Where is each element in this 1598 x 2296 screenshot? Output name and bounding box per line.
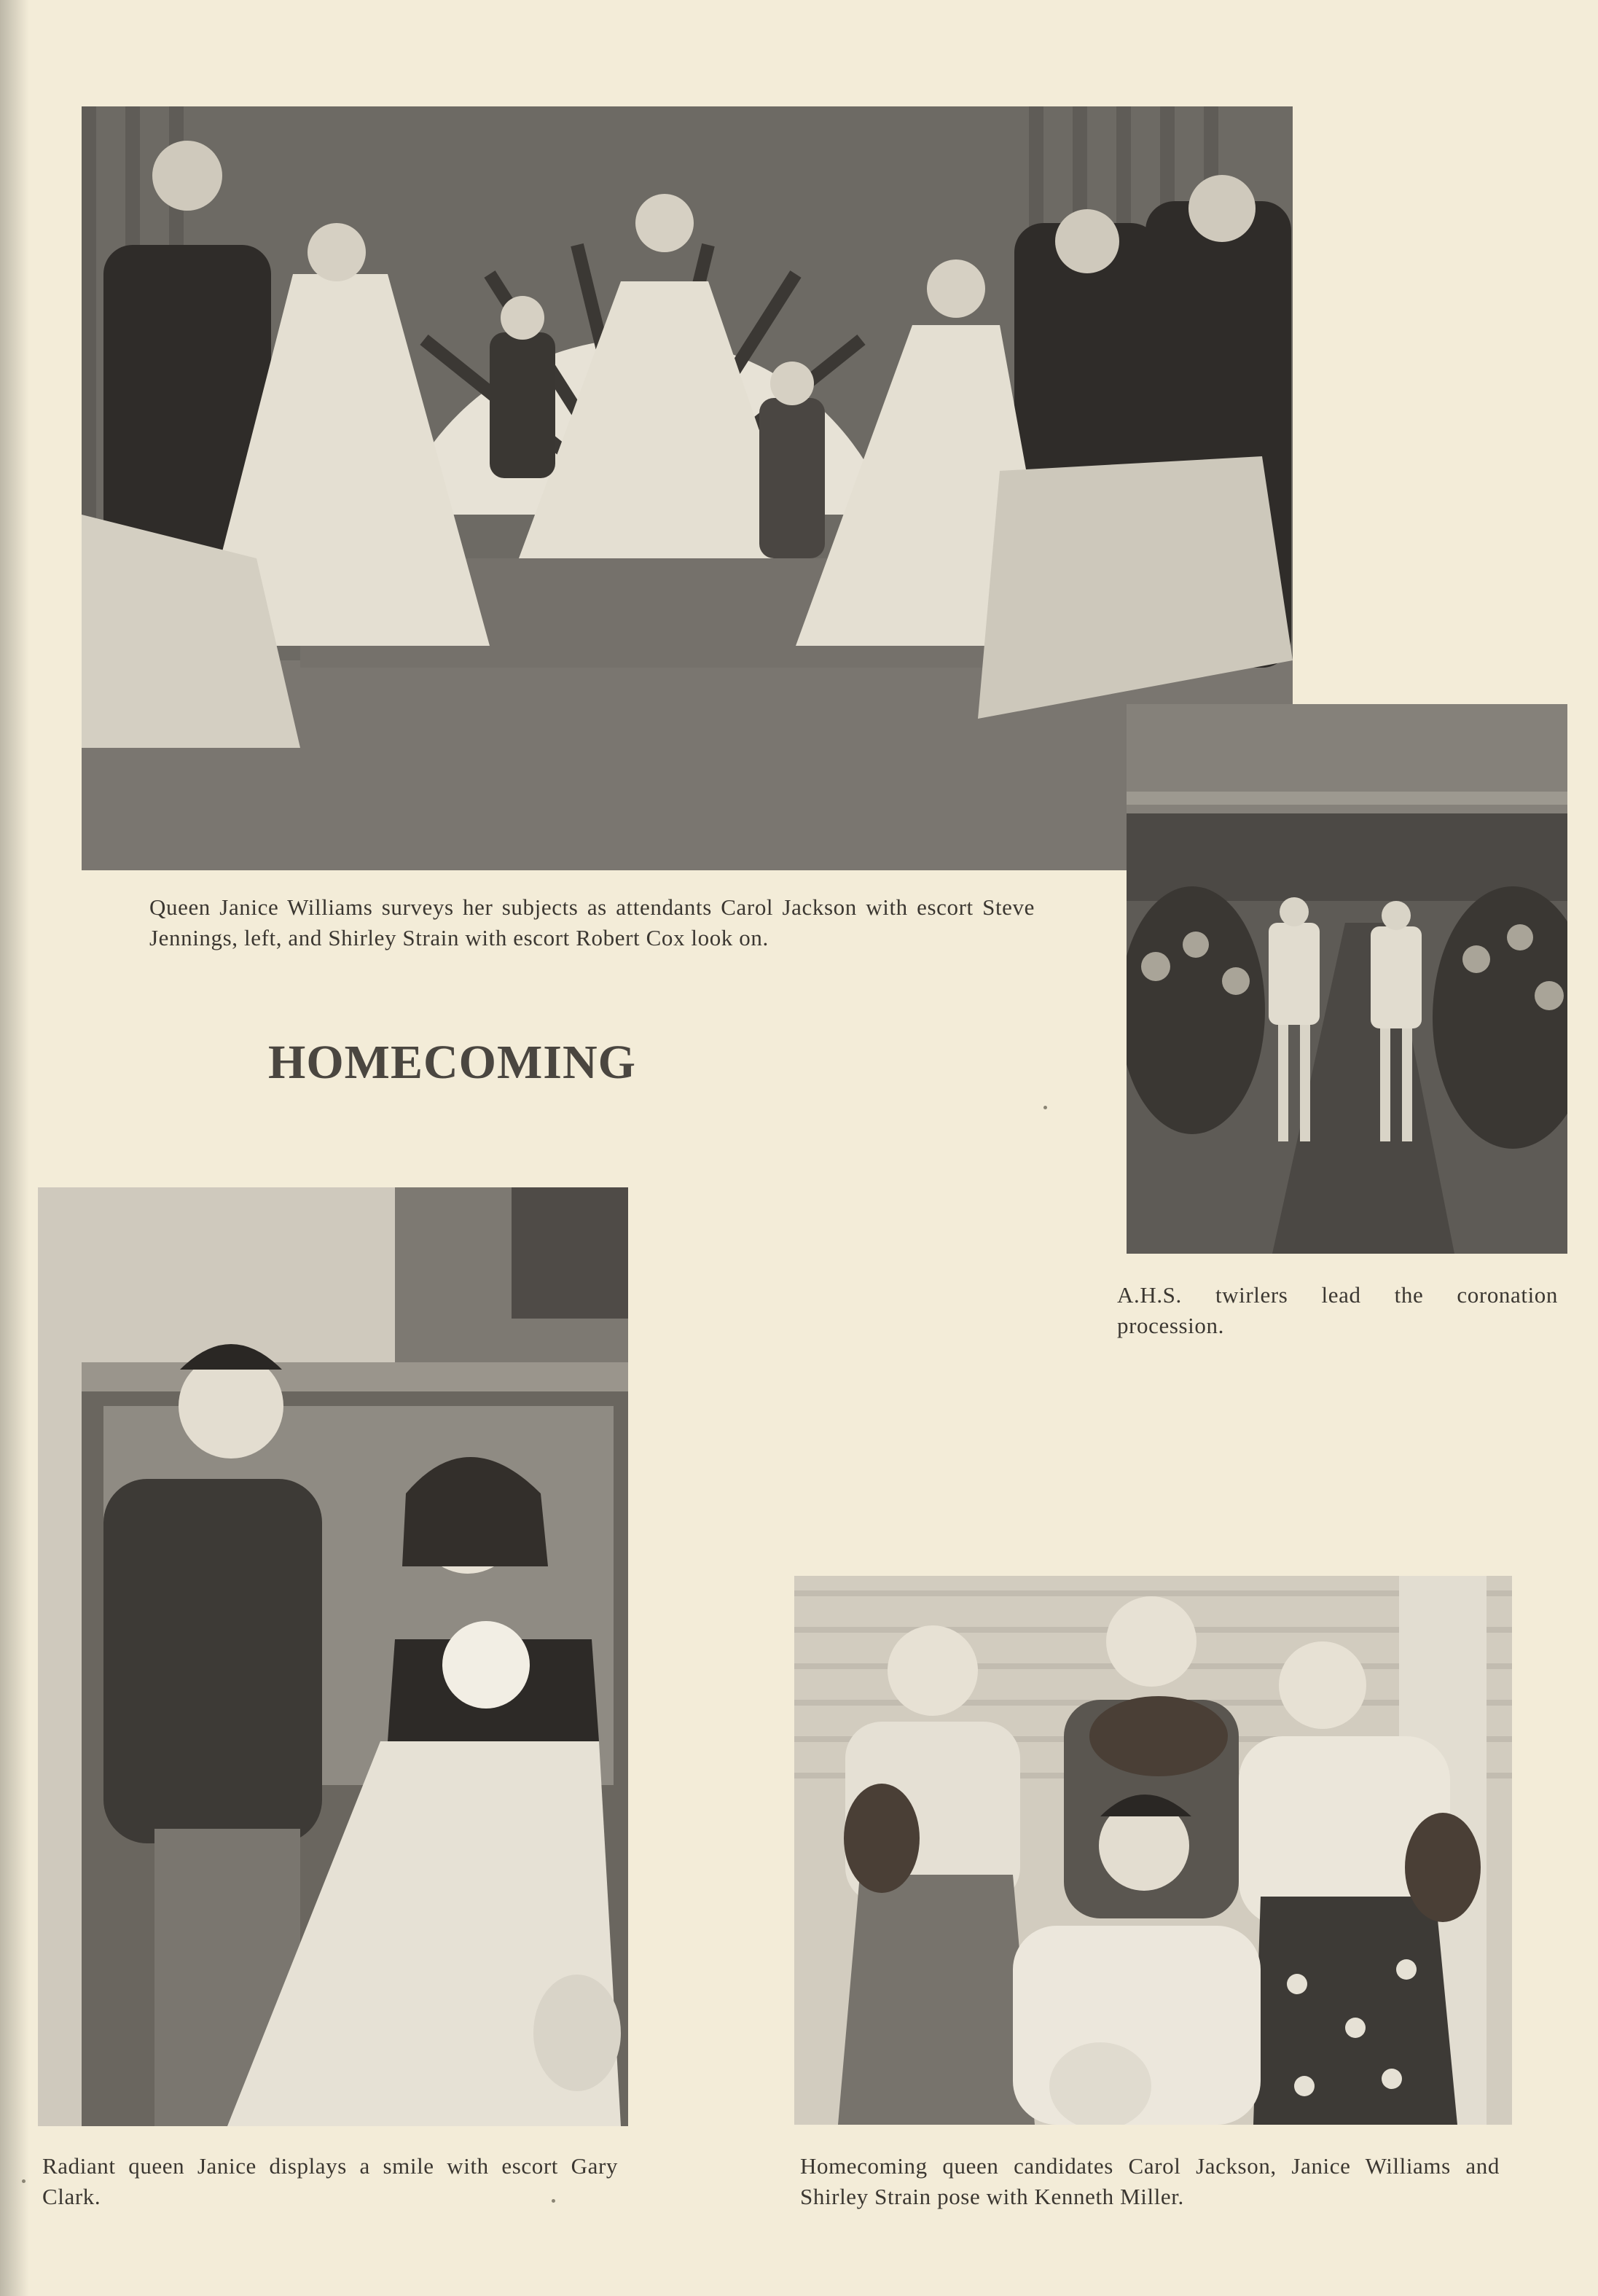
page-binding-edge [0, 0, 29, 2296]
photo-queen-and-escort [38, 1187, 628, 2126]
photo-queen-candidates [794, 1576, 1512, 2125]
photo-twirlers-procession [1127, 704, 1567, 1254]
print-speck [552, 2199, 555, 2203]
caption-queen-candidates: Homecoming queen candidates Carol Jackson, Janice Williams and Shirley Strain pose with Kenneth Miller. [800, 2153, 1500, 2209]
print-speck [22, 2179, 26, 2183]
print-speck [1043, 1106, 1047, 1109]
page-title: HOMECOMING [268, 1036, 636, 1089]
photo-coronation-stage [82, 106, 1293, 870]
caption-queen-and-escort: Radiant queen Janice displays a smile with escort Gary Clark. [42, 2153, 618, 2209]
caption-twirlers-procession: A.H.S. twirlers lead the coronation procession. [1117, 1282, 1558, 1338]
caption-coronation-stage: Queen Janice Williams surveys her subjects as attendants Carol Jackson with escort Steve Jennings, left, and Shirley Strain with escort Robert Cox look on. [149, 894, 1035, 950]
